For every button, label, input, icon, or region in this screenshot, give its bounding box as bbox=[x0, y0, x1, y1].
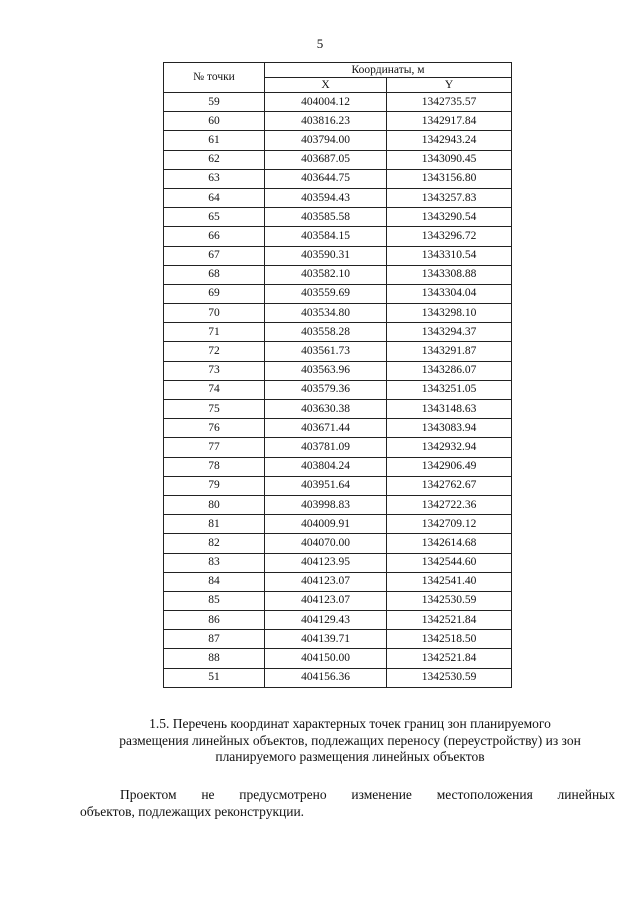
cell-point-number: 78 bbox=[164, 457, 265, 476]
cell-x: 403804.24 bbox=[265, 457, 387, 476]
cell-point-number: 74 bbox=[164, 380, 265, 399]
cell-point-number: 69 bbox=[164, 284, 265, 303]
cell-x: 403582.10 bbox=[265, 265, 387, 284]
cell-x: 403590.31 bbox=[265, 246, 387, 265]
cell-y: 1342521.84 bbox=[387, 649, 512, 668]
cell-point-number: 88 bbox=[164, 649, 265, 668]
cell-y: 1342518.50 bbox=[387, 630, 512, 649]
cell-y: 1342735.57 bbox=[387, 93, 512, 112]
cell-x: 403630.38 bbox=[265, 400, 387, 419]
cell-x: 404004.12 bbox=[265, 93, 387, 112]
cell-y: 1342521.84 bbox=[387, 611, 512, 630]
cell-point-number: 60 bbox=[164, 112, 265, 131]
header-point-number: № точки bbox=[164, 63, 265, 93]
table-row bbox=[164, 649, 512, 668]
table-body bbox=[164, 93, 512, 688]
cell-point-number: 67 bbox=[164, 246, 265, 265]
section-heading bbox=[80, 716, 620, 766]
cell-y: 1342530.59 bbox=[387, 668, 512, 687]
cell-point-number: 71 bbox=[164, 323, 265, 342]
cell-x: 403558.28 bbox=[265, 323, 387, 342]
section-heading-line: размещения линейных объектов, подлежащих переносу (переустройству) из зон bbox=[119, 732, 581, 748]
cell-x: 403671.44 bbox=[265, 419, 387, 438]
cell-y: 1342530.59 bbox=[387, 591, 512, 610]
cell-y: 1342541.40 bbox=[387, 572, 512, 591]
cell-y: 1342917.84 bbox=[387, 112, 512, 131]
cell-x: 403561.73 bbox=[265, 342, 387, 361]
cell-y: 1343298.10 bbox=[387, 304, 512, 323]
cell-y: 1343296.72 bbox=[387, 227, 512, 246]
cell-y: 1343310.54 bbox=[387, 246, 512, 265]
cell-x: 403781.09 bbox=[265, 438, 387, 457]
cell-y: 1343083.94 bbox=[387, 419, 512, 438]
cell-x: 403559.69 bbox=[265, 284, 387, 303]
cell-x: 404139.71 bbox=[265, 630, 387, 649]
cell-x: 404123.07 bbox=[265, 591, 387, 610]
body-paragraph bbox=[80, 786, 615, 820]
cell-point-number: 70 bbox=[164, 304, 265, 323]
table-row bbox=[164, 419, 512, 438]
table-row bbox=[164, 188, 512, 207]
cell-point-number: 84 bbox=[164, 572, 265, 591]
coordinates-table bbox=[163, 62, 512, 688]
cell-x: 403998.83 bbox=[265, 495, 387, 514]
cell-y: 1343286.07 bbox=[387, 361, 512, 380]
cell-y: 1342906.49 bbox=[387, 457, 512, 476]
cell-y: 1343251.05 bbox=[387, 380, 512, 399]
cell-y: 1343090.45 bbox=[387, 150, 512, 169]
table-row bbox=[164, 284, 512, 303]
table-row bbox=[164, 611, 512, 630]
cell-point-number: 81 bbox=[164, 515, 265, 534]
cell-x: 403563.96 bbox=[265, 361, 387, 380]
cell-x: 404129.43 bbox=[265, 611, 387, 630]
cell-y: 1343304.04 bbox=[387, 284, 512, 303]
table-row bbox=[164, 400, 512, 419]
cell-point-number: 66 bbox=[164, 227, 265, 246]
cell-x: 404150.00 bbox=[265, 649, 387, 668]
cell-point-number: 59 bbox=[164, 93, 265, 112]
table-row bbox=[164, 342, 512, 361]
cell-y: 1343148.63 bbox=[387, 400, 512, 419]
table-row bbox=[164, 265, 512, 284]
cell-point-number: 82 bbox=[164, 534, 265, 553]
cell-y: 1343156.80 bbox=[387, 169, 512, 188]
cell-point-number: 62 bbox=[164, 150, 265, 169]
cell-point-number: 80 bbox=[164, 495, 265, 514]
cell-point-number: 87 bbox=[164, 630, 265, 649]
cell-y: 1342722.36 bbox=[387, 495, 512, 514]
cell-x: 404070.00 bbox=[265, 534, 387, 553]
cell-y: 1342932.94 bbox=[387, 438, 512, 457]
table-header bbox=[164, 63, 512, 93]
cell-x: 403644.75 bbox=[265, 169, 387, 188]
table-row bbox=[164, 323, 512, 342]
table-row bbox=[164, 380, 512, 399]
cell-point-number: 83 bbox=[164, 553, 265, 572]
cell-y: 1342614.68 bbox=[387, 534, 512, 553]
table-row bbox=[164, 591, 512, 610]
header-x: X bbox=[265, 78, 387, 93]
cell-x: 404156.36 bbox=[265, 668, 387, 687]
table-row bbox=[164, 476, 512, 495]
cell-x: 403816.23 bbox=[265, 112, 387, 131]
cell-point-number: 51 bbox=[164, 668, 265, 687]
cell-x: 403687.05 bbox=[265, 150, 387, 169]
table-row bbox=[164, 515, 512, 534]
cell-x: 404123.95 bbox=[265, 553, 387, 572]
cell-point-number: 72 bbox=[164, 342, 265, 361]
table-row bbox=[164, 534, 512, 553]
table-row bbox=[164, 668, 512, 687]
cell-y: 1343294.37 bbox=[387, 323, 512, 342]
table-row bbox=[164, 438, 512, 457]
cell-point-number: 86 bbox=[164, 611, 265, 630]
cell-point-number: 76 bbox=[164, 419, 265, 438]
cell-point-number: 64 bbox=[164, 188, 265, 207]
cell-y: 1343308.88 bbox=[387, 265, 512, 284]
cell-x: 403534.80 bbox=[265, 304, 387, 323]
section-heading-line: планируемого размещения линейных объектов bbox=[215, 749, 485, 764]
table-row bbox=[164, 304, 512, 323]
cell-point-number: 79 bbox=[164, 476, 265, 495]
header-y: Y bbox=[387, 78, 512, 93]
cell-y: 1342544.60 bbox=[387, 553, 512, 572]
cell-y: 1342943.24 bbox=[387, 131, 512, 150]
cell-y: 1343257.83 bbox=[387, 188, 512, 207]
cell-x: 403951.64 bbox=[265, 476, 387, 495]
table-row bbox=[164, 169, 512, 188]
cell-x: 403584.15 bbox=[265, 227, 387, 246]
cell-x: 403794.00 bbox=[265, 131, 387, 150]
table-row bbox=[164, 572, 512, 591]
cell-x: 404009.91 bbox=[265, 515, 387, 534]
table-row bbox=[164, 457, 512, 476]
table-row bbox=[164, 131, 512, 150]
cell-y: 1342762.67 bbox=[387, 476, 512, 495]
cell-point-number: 77 bbox=[164, 438, 265, 457]
header-coordinates: Координаты, м bbox=[265, 63, 512, 78]
cell-y: 1343291.87 bbox=[387, 342, 512, 361]
cell-y: 1343290.54 bbox=[387, 208, 512, 227]
table-row bbox=[164, 150, 512, 169]
table-row bbox=[164, 495, 512, 514]
table-row bbox=[164, 227, 512, 246]
cell-x: 404123.07 bbox=[265, 572, 387, 591]
section-heading-line: 1.5. Перечень координат характерных точек границ зон планируемого bbox=[149, 716, 551, 731]
cell-x: 403594.43 bbox=[265, 188, 387, 207]
table-row bbox=[164, 361, 512, 380]
cell-point-number: 68 bbox=[164, 265, 265, 284]
table-row bbox=[164, 112, 512, 131]
cell-point-number: 73 bbox=[164, 361, 265, 380]
cell-x: 403585.58 bbox=[265, 208, 387, 227]
cell-point-number: 85 bbox=[164, 591, 265, 610]
table-row bbox=[164, 246, 512, 265]
table-row bbox=[164, 93, 512, 112]
table-row bbox=[164, 630, 512, 649]
paragraph-line: Проектом не предусмотрено изменение местоположения линейных bbox=[120, 787, 615, 802]
cell-point-number: 61 bbox=[164, 131, 265, 150]
cell-point-number: 65 bbox=[164, 208, 265, 227]
cell-point-number: 75 bbox=[164, 400, 265, 419]
page-number: 5 bbox=[316, 36, 324, 51]
table-row bbox=[164, 208, 512, 227]
paragraph-line: объектов, подлежащих реконструкции. bbox=[80, 804, 305, 819]
table-row bbox=[164, 553, 512, 572]
cell-y: 1342709.12 bbox=[387, 515, 512, 534]
cell-x: 403579.36 bbox=[265, 380, 387, 399]
cell-point-number: 63 bbox=[164, 169, 265, 188]
